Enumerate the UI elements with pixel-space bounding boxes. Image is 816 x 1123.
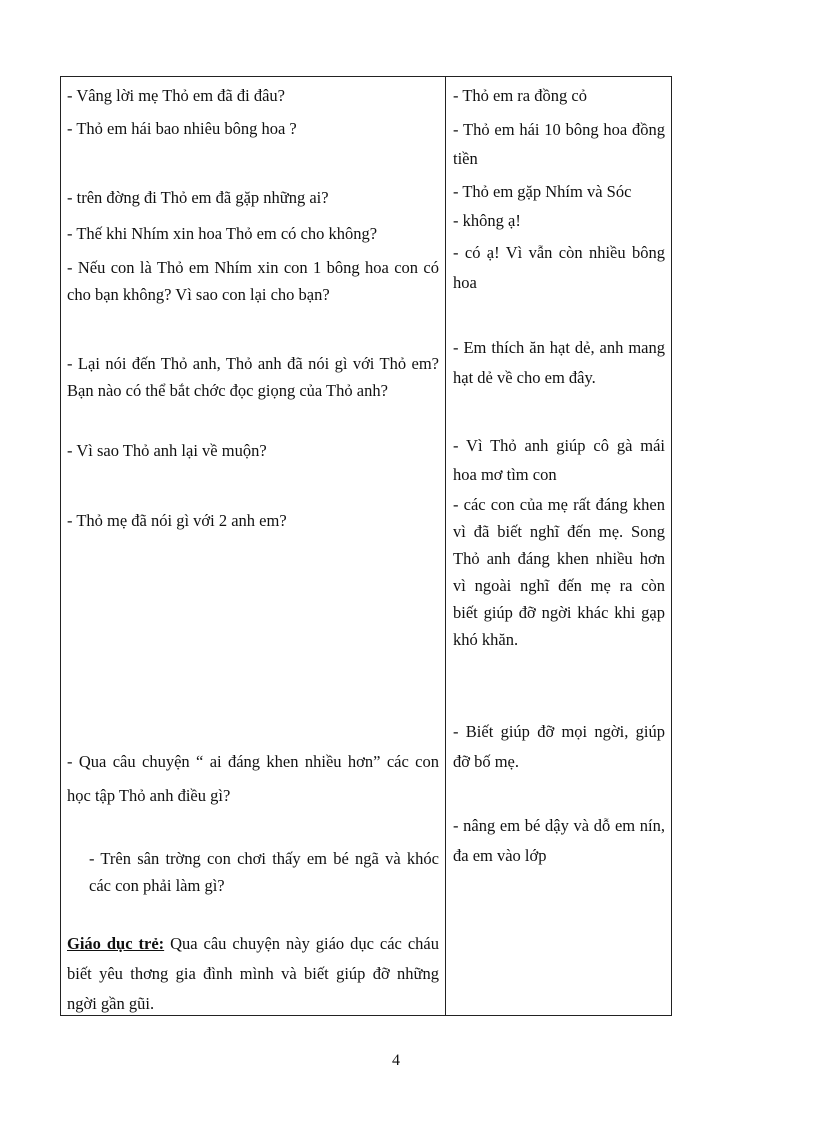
answer-7: - Vì Thỏ anh giúp cô gà mái hoa mơ tìm con <box>453 436 665 484</box>
answer-6: - Em thích ăn hạt dẻ, anh mang hạt dẻ về cho em đây. <box>453 338 665 387</box>
question-5: - Nếu con là Thỏ em Nhím xin con 1 bông hoa con có cho bạn không? Vì sao con lại cho bạn? <box>67 258 439 304</box>
question-6: - Lại nói đến Thỏ anh, Thỏ anh đã nói gì với Thỏ em? Bạn nào có thể bắt chớc đọc giọng của Thỏ anh? <box>67 354 439 400</box>
answer-3: - Thỏ em gặp Nhím và Sóc <box>453 182 632 201</box>
answer-9: - Biết giúp đỡ mọi ngời, giúp đỡ bố mẹ. <box>453 722 665 771</box>
question-3: - trên đờng đi Thỏ em đã gặp những ai? <box>67 188 329 207</box>
education-note <box>67 929 439 1019</box>
answer-5: - có ạ! Vì vẫn còn nhiều bông hoa <box>453 243 665 292</box>
page-number: 4 <box>392 1052 400 1069</box>
question-2: - Thỏ em hái bao nhiêu bông hoa ? <box>67 119 297 138</box>
education-label: Giáo dục trẻ: <box>67 934 165 953</box>
education-text: Qua câu chuyện này giáo dục các cháu biết yêu thơng gia đình mình và biết giúp đỡ những ngời gần gũi. <box>67 934 439 1013</box>
question-8: - Thỏ mẹ đã nói gì với 2 anh em? <box>67 511 287 530</box>
answer-2: - Thỏ em hái 10 bông hoa đồng tiền <box>453 120 665 168</box>
answer-10: - nâng em bé dậy và dỗ em nín, đa em vào lớp <box>453 816 665 865</box>
lesson-table <box>60 76 672 1016</box>
question-9: - Qua câu chuyện “ ai đáng khen nhiều hơn” các con học tập Thỏ anh điều gì? <box>67 752 439 805</box>
question-10: - Trên sân trờng con chơi thấy em bé ngã và khóc các con phải làm gì? <box>89 849 439 895</box>
answer-8: - các con của mẹ rất đáng khen vì đã biết nghĩ đến mẹ. Song Thỏ anh đáng khen nhiều hơn vì ngoài nghĩ đến mẹ ra còn biết giúp đỡ ngời khác khi gạp khó khăn. <box>453 495 665 649</box>
question-1: - Vâng lời mẹ Thỏ em đã đi đâu? <box>67 86 285 105</box>
column-divider <box>445 77 446 1015</box>
answer-4: - không ạ! <box>453 211 521 230</box>
answer-1: - Thỏ em ra đồng cỏ <box>453 86 587 105</box>
question-4: - Thế khi Nhím xin hoa Thỏ em có cho không? <box>67 224 378 243</box>
question-7: - Vì sao Thỏ anh lại về muộn? <box>67 441 267 460</box>
